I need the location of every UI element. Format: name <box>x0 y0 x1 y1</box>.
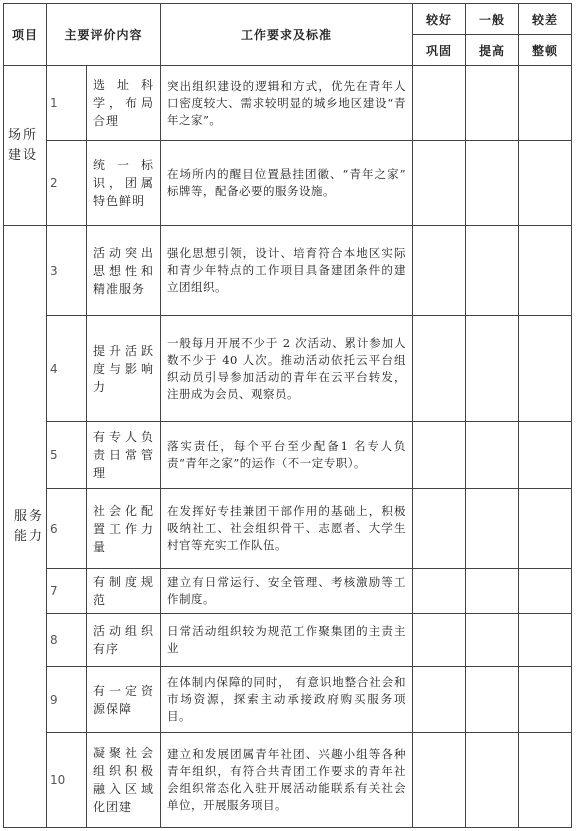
score-good-cell[interactable] <box>413 614 466 667</box>
evaluation-content: 有专人负责日常管理 <box>87 422 161 489</box>
requirement-text: 建立有日常运行、安全管理、考核激励等工作制度。 <box>161 569 413 614</box>
category-service-capacity: 服务能力 <box>4 226 47 828</box>
requirement-text: 建立和发展团属青年社团、兴趣小组等各种青年组织，有符合共青团工作要求的青年社会组织常态化入驻开展活动能联系有关社会单位，开展服务项目。 <box>161 733 413 828</box>
header-project: 项目 <box>4 4 47 66</box>
row-number: 5 <box>47 422 87 489</box>
table-row <box>4 141 572 226</box>
score-good-cell[interactable] <box>413 667 466 733</box>
header-normal: 一般 <box>466 4 519 35</box>
table-row <box>4 422 572 489</box>
row-number: 1 <box>47 66 87 141</box>
row-number: 10 <box>47 733 87 828</box>
evaluation-content: 统一标识，团属特色鲜明 <box>87 141 161 226</box>
row-number: 2 <box>47 141 87 226</box>
header-poor: 较差 <box>519 4 572 35</box>
evaluation-content: 凝聚社会组织积极融入区域化团建 <box>87 733 161 828</box>
score-normal-cell[interactable] <box>466 226 519 316</box>
table-row <box>4 66 572 141</box>
requirement-text: 在场所内的醒目位置悬挂团徽、“青年之家” 标牌等，配备必要的服务设施。 <box>161 141 413 226</box>
header-poor-sub: 整顿 <box>519 35 572 66</box>
table-row <box>4 489 572 569</box>
evaluation-content: 活动组织有序 <box>87 614 161 667</box>
row-number: 9 <box>47 667 87 733</box>
header-good: 较好 <box>413 4 466 35</box>
row-number: 3 <box>47 226 87 316</box>
score-normal-cell[interactable] <box>466 614 519 667</box>
score-poor-cell[interactable] <box>519 226 572 316</box>
header-good-sub: 巩固 <box>413 35 466 66</box>
score-good-cell[interactable] <box>413 422 466 489</box>
score-poor-cell[interactable] <box>519 667 572 733</box>
header-row <box>4 4 572 35</box>
evaluation-content: 选址科学，布局合理 <box>87 66 161 141</box>
header-normal-sub: 提高 <box>466 35 519 66</box>
evaluation-content: 有一定资源保障 <box>87 667 161 733</box>
score-good-cell[interactable] <box>413 226 466 316</box>
score-good-cell[interactable] <box>413 66 466 141</box>
evaluation-content: 社会化配置工作力量 <box>87 489 161 569</box>
score-poor-cell[interactable] <box>519 66 572 141</box>
score-good-cell[interactable] <box>413 569 466 614</box>
score-normal-cell[interactable] <box>466 569 519 614</box>
score-poor-cell[interactable] <box>519 489 572 569</box>
table-row <box>4 226 572 316</box>
requirement-text: 突出组织建设的逻辑和方式，优先在青年人口密度较大、需求较明显的城乡地区建设“青年之家”。 <box>161 66 413 141</box>
requirement-text: 强化思想引领，设计、培育符合本地区实际和青少年特点的工作项目具备建团条件的建立团组织。 <box>161 226 413 316</box>
header-content: 主要评价内容 <box>47 4 161 66</box>
score-poor-cell[interactable] <box>519 141 572 226</box>
score-poor-cell[interactable] <box>519 569 572 614</box>
score-good-cell[interactable] <box>413 141 466 226</box>
score-normal-cell[interactable] <box>466 667 519 733</box>
requirement-text: 日常活动组织较为规范工作聚集团的主责主业 <box>161 614 413 667</box>
header-standard: 工作要求及标准 <box>161 4 413 66</box>
score-normal-cell[interactable] <box>466 316 519 422</box>
score-poor-cell[interactable] <box>519 614 572 667</box>
table-row <box>4 614 572 667</box>
requirement-text: 一般每月开展不少于 2 次活动、累计参加人数不少于 40 人次。推动活动依托云平台组织动员引导参加活动的青年在云平台转发，注册成为会员、观察员。 <box>161 316 413 422</box>
score-poor-cell[interactable] <box>519 422 572 489</box>
row-number: 4 <box>47 316 87 422</box>
evaluation-content: 活动突出思想性和精准服务 <box>87 226 161 316</box>
table-row <box>4 667 572 733</box>
row-number: 8 <box>47 614 87 667</box>
table-row <box>4 733 572 828</box>
requirement-text: 在发挥好专挂兼团干部作用的基础上，积极吸纳社工、社会组织骨干、志愿者、大学生村官等充实工作队伍。 <box>161 489 413 569</box>
score-normal-cell[interactable] <box>466 489 519 569</box>
score-good-cell[interactable] <box>413 733 466 828</box>
category-site-construction: 场所建设 <box>4 66 47 226</box>
requirement-text: 落实责任，每个平台至少配备1 名专人负责“青年之家”的运作（不一定专职）。 <box>161 422 413 489</box>
score-poor-cell[interactable] <box>519 733 572 828</box>
requirement-text: 在体制内保障的同时， 有意识地整合社会和市场资源，探索主动承接政府购买服务项目。 <box>161 667 413 733</box>
evaluation-table <box>3 3 572 828</box>
score-normal-cell[interactable] <box>466 141 519 226</box>
score-poor-cell[interactable] <box>519 316 572 422</box>
evaluation-content: 提升活跃度与影响力 <box>87 316 161 422</box>
row-number: 7 <box>47 569 87 614</box>
table-row <box>4 316 572 422</box>
score-normal-cell[interactable] <box>466 422 519 489</box>
score-normal-cell[interactable] <box>466 733 519 828</box>
score-good-cell[interactable] <box>413 489 466 569</box>
score-normal-cell[interactable] <box>466 66 519 141</box>
evaluation-content: 有制度规范 <box>87 569 161 614</box>
table-row <box>4 569 572 614</box>
row-number: 6 <box>47 489 87 569</box>
score-good-cell[interactable] <box>413 316 466 422</box>
